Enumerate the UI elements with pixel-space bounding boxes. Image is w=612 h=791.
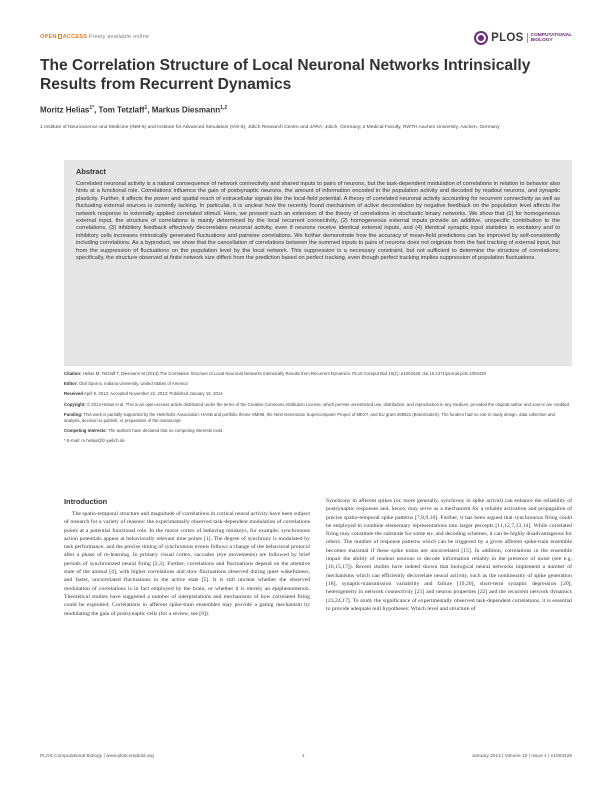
citation-label: Citation: — [64, 371, 82, 376]
abstract-text: Correlated neuronal activity is a natural consequence of network connectivity and shared inputs to pairs of neurons, but the task-dependent modulation of correlations in relation to behavior also hints at a functional role. Correlations influence the gain of postsynaptic neurons, the amount of information encoded in the population activity and decoded by readout neurons, and synaptic plasticity. Further, it affects the power and spatial reach of extracellular signals like the local-field potential. A theory of correlated neuronal activity accounting for recurrent connectivity as well as fluctuating external sources is currently lacking. In particular, it is unclear how the recently found mechanism of active decorrelation by negative feedback on the population level affects the network response to externally applied correlated stimuli. Here, we present such an extension of the theory of correlations in stochastic binary networks. We show that (1) for homogeneous external input, the structure of correlations is mainly determined by the local recurrent connectivity, (2) homogeneous external inputs provide an additive, unspecific contribution to the correlations, (3) inhibitory feedback effectively decorrelates neuronal activity, even if neurons receive identical external inputs, and (4) identical synaptic input statistics to excitatory and to inhibitory cells increases intrinsically generated fluctuations and pairwise correlations. We further demonstrate how the accuracy of mean-field predictions can be improved by self-consistently including correlations. As a byproduct, we show that the cancellation of correlations between the summed inputs to pairs of neurons does not originate from the fast tracking of external input, but from the suppression of fluctuations on the population level by the local network. This suppression is a necessary constraint, but not sufficient to determine the structure of correlations; specifically, the structure observed at finite network size differs from the prediction based on perfect tracking, even though perfect tracking implies suppression of population fluctuations. — [76, 181, 560, 262]
open-label: OPEN — [40, 34, 57, 40]
funding-text: This work is partially supported by the Helmholtz Association: HASB and portfolio theme SMHB, the Next-Generation Supercomputer Project of MEXT, and EU grant 269921 (BrainScaleS). The funders had no role in study design, data collection and analysis, decision to publish, or preparation of the manuscript. — [64, 411, 555, 423]
introduction-heading: Introduction — [64, 497, 108, 506]
access-label: ACCESS — [62, 34, 88, 40]
body-column-right — [326, 497, 572, 613]
footer-journal: PLOS Computational Biology | www.ploscompbiol.org — [40, 754, 154, 759]
competing-label: Competing Interests: — [64, 427, 107, 433]
author-affiliation-mark: 1 — [144, 105, 148, 111]
author-name: Moritz Helias — [40, 105, 90, 115]
journal-name — [527, 33, 572, 44]
abstract-box — [64, 160, 572, 366]
journal-name-line1: COMPUTATIONAL — [530, 32, 572, 38]
journal-header — [40, 28, 572, 50]
plos-logo-icon — [474, 31, 488, 45]
editor — [64, 381, 572, 387]
body-paragraph: The spatio-temporal structure and magnitude of correlations in cortical neural activity have been subject of research for a variety of reasons: the experimentally observed task-dependent modulation of correlations points at a potential functional role. In the motor cortex of behaving monkeys, for example, synchronous action potentials appear at behaviorally relevant time points [1]. The degree of synchrony is modulated by task performance, and the precise timing of synchronous events follows a change of the behavioral protocol after a phase of re-learning. In primary visual cortex, saccades (eye movements) are followed by brief periods of synchronized neural firing [2,3]. Further, correlations and fluctuations depend on the attentive state of the animal [4], with higher correlations and slow fluctuations observed during quiet wakefulness, and faster, uncorrelated fluctuations in the active state [5]. It is still unclear whether the observed modulation of correlations is in fact employed by the brain, or whether it is merely an epiphenomenon. Theoretical studies have suggested a number of interpretations and mechanisms of how correlated firing could be exploited: Correlations in afferent spike-train ensembles may provide a gating mechanism by modulating the gain of postsynaptic cells (for a review, see [6]). — [64, 511, 310, 617]
competing-interests — [64, 428, 572, 434]
affiliations: 1 Institute of Neuroscience and Medicine (INM-6) and Institute for Advanced Simulation (IAS-6), Jülich Research Centre and JARA, Jülich, Germany, 2 Medical Faculty, RWTH Aachen University, Aachen, Germany — [40, 125, 500, 130]
plos-logo — [474, 28, 572, 48]
author-affiliation-mark: 1* — [89, 105, 95, 111]
article-metadata — [64, 371, 572, 448]
footer-issue: January 2014 | Volume 10 | Issue 1 | e1003428 — [471, 754, 572, 759]
plos-wordmark: PLOS — [491, 32, 524, 44]
journal-name-line2: BIOLOGY — [530, 38, 553, 43]
competing-text: The authors have declared that no competing interests exist. — [108, 427, 224, 433]
body-column-left — [64, 510, 310, 618]
freely-available-label: Freely available online — [88, 34, 150, 40]
funding — [64, 412, 572, 424]
copyright-text: © 2014 Helias et al. This is an open-access article distributed under the terms of the Creative Commons Attribution License, which permits unrestricted use, distribution, and reproduction in any medium, provided the original author and source are credited. — [86, 401, 571, 407]
editor-label: Editor: — [64, 381, 78, 387]
citation — [64, 371, 572, 377]
paper-title: The Correlation Structure of Local Neuronal Networks Intrinsically Results from Recurrent Dynamics — [40, 57, 531, 93]
dates — [64, 391, 572, 397]
editor-text: Olaf Sporns, Indiana University, United States of America — [79, 381, 188, 387]
body-paragraph: Synchrony in afferent spikes (or, more generally, synchrony in spike arrival) can enhance the reliability of postsynaptic responses and, hence, may serve as a mechanism for a reliable activation and propagation of precise spatio-temporal spike patterns [7,8,9,10]. Further, it has been argued that synchronous firing could be employed to combine elementary representations into larger percepts [11,12,7,13,14]. While correlated firing may constitute the substrate for some en- and decoding schemes, it can be highly disadvantageous for others: The number of response patterns which can be triggered by a given afferent spike-train ensemble becomes maximal if these spike trains are uncorrelated [15]. In addition, correlations in the ensemble impair the ability of readout neurons to decode information reliably in the presence of noise (see e.g. [16,15,17]). Recent studies have indeed shown that biological neural networks implement a number of mechanisms which can efficiently decorrelate neural activity, such as the nonlinearity of spike generation [18], synaptic-transmission variability and failure [19,20], short-term synaptic depression [20], heterogeneity in network connectivity [21] and neuron properties [22] and the recurrent network dynamics [23,24,17]. To study the significance of experimentally observed task-dependent correlations, it is essential to provide adequate null hypotheses: Which level and structure of — [326, 498, 572, 612]
author-name: Tom Tetzlaff — [98, 105, 145, 115]
copyright — [64, 402, 572, 408]
author-affiliation-mark: 1,2 — [220, 105, 228, 111]
dates-label: Received — [64, 391, 83, 397]
funding-label: Funding: — [64, 411, 83, 417]
author-list: Moritz Helias$^{1*}$, Tom Tetzlaff$^1$, Markus Diesmann$^{1,2}$ — [40, 105, 228, 115]
abstract-heading: Abstract — [76, 167, 106, 176]
dates-text: April 9, 2013; Accepted November 22, 2013; Published January 16, 2014 — [83, 391, 223, 397]
open-access-badge — [40, 34, 149, 40]
copyright-label: Copyright: — [64, 401, 86, 407]
open-lock-icon — [58, 34, 62, 39]
email: * E-mail: m.helias@fz-juelich.de — [64, 438, 125, 444]
citation-text: Helias M, Tetzlaff T, Diesmann M (2014) The Correlation Structure of Local Neuronal Networks Intrinsically Results from Recurrent Dynamics. PLoS Comput Biol 10(1): e1003428. doi:10.1371/journal.pcbi.1003428 — [82, 371, 486, 376]
author-name: Markus Diesmann — [151, 105, 221, 115]
page-number: 1 — [302, 754, 305, 759]
